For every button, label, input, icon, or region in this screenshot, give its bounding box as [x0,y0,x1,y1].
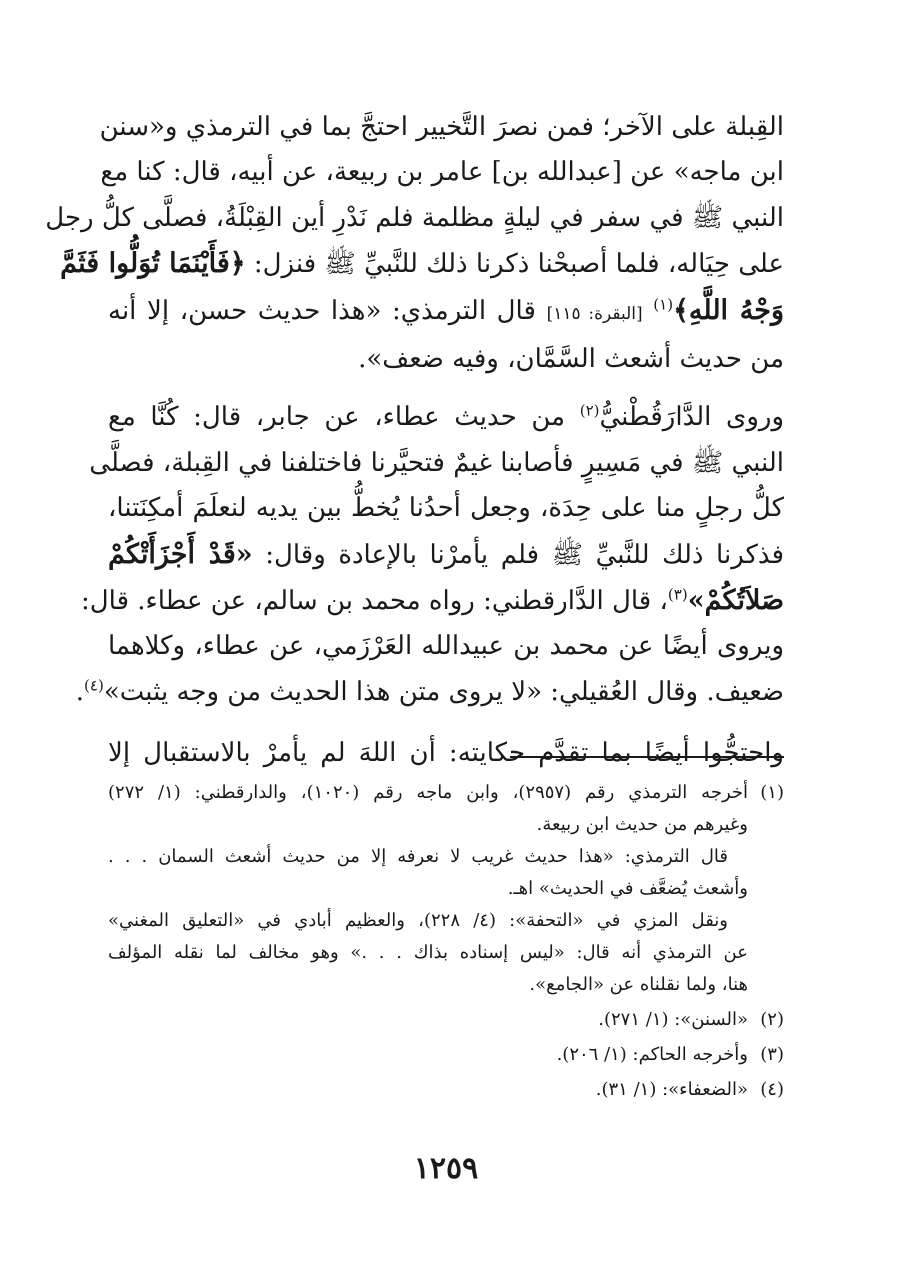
text-fragment: ضعيف. وقال العُقيلي: «لا يروى متن هذا الحديث من وجه يثبت» [103,676,784,707]
text-fragment: ، قال الدَّارقطني: رواه محمد بن سالم، عن عطاء. قال: [81,586,668,617]
footnote-marker-1[interactable]: (١) [653,294,674,313]
footnote-body [108,1004,748,1036]
text-line [108,395,784,440]
text-line [60,241,784,287]
footnote-number: (٣) [760,1044,784,1065]
text-line: كلُّ رجلٍ منا على حِدَة، وجعل أحدُنا يُخطُّ بين يديه لنعلَمَ أمكِنَتنا، [108,493,784,524]
hadith-quote-end: صَلاَتُكُمْ» [687,585,784,617]
footnote-body [108,1074,748,1106]
footnote-1 [108,777,784,1001]
text-fragment: قال الترمذي: «هذا حديث حسن، إلا أنه [108,295,536,326]
quran-verse: ﴿فَأَيْنَمَا تُوَلُّوا فَثَمَّ [60,248,246,280]
text-fragment: على حِيَاله، فلما أصبحْنا ذكرنا ذلك للنَّبيِّ ﷺ فنزل: [253,249,784,280]
footnote-3 [108,1039,784,1071]
quran-verse-end: وَجْهُ اللَّهِ﴾ [673,294,785,326]
text-line: ابن ماجه» عن [عبدالله بن] عامر بن ربيعة، عن أبيه، قال: كنا مع [100,157,784,188]
footnote-separator [510,756,784,758]
footnote-number: (١) [760,782,784,803]
text-fragment: فذكرنا ذلك للنَّبيِّ ﷺ فلم يأمرْنا بالإعادة وقال: [265,539,785,570]
footnote-line: وأشعث يُضعَّف في الحديث» اهـ. [507,878,748,899]
book-page [45,105,785,1205]
footnote-4 [108,1074,784,1106]
footnote-line: «السنن»: (١/ ٢٧١). [598,1009,748,1030]
text-line: من حديث أشعث السَّمَّان، وفيه ضعف». [358,344,784,375]
footnote-line: وغيرهم من حديث ابن ربيعة. [536,814,748,835]
footnotes [108,777,784,1109]
footnote-line: ونقل المزي في «التحفة»: (٤/ ٢٢٨)، والعظيم أبادي في «التعليق المغني» [108,910,728,931]
text-line: القِبلة على الآخر؛ فمن نصرَ التَّخيير احتجَّ بما في الترمذي و«سنن [99,112,784,142]
text-fragment: من حديث عطاء، عن جابر، قال: كُنَّا مع [108,402,566,433]
footnote-line: هنا، ولما نقلناه عن «الجامع». [529,974,748,995]
paragraph-3 [108,731,784,776]
text-line: واحتجُّوا أيضًا بما تقدَّم حكايته: أن اللهَ لم يأمرْ بالاستقبال إلا [108,738,784,769]
hadith-quote: «قَدْ أَجْزَأَتْكُمْ [108,538,253,570]
footnote-2 [108,1004,784,1036]
paragraph-2 [75,395,785,715]
main-text [45,105,785,777]
text-line [108,288,784,337]
footnote-line: وأخرجه الحاكم: (١/ ٢٠٦). [556,1044,748,1065]
footnote-body [108,1039,748,1071]
footnote-body [108,777,748,1001]
footnote-line: عن الترمذي أنه قال: «ليس إسناده بذاك . . .» وهو مخالف لما نقله المؤلف [108,942,748,963]
text-line [81,578,784,624]
footnote-marker-2[interactable]: (٢) [579,401,600,420]
footnote-line: قال الترمذي: «هذا حديث غريب لا نعرفه إلا من حديث أشعث السمان . . . [108,846,728,867]
text-fragment: . [75,676,85,707]
text-line: ويروى أيضًا عن محمد بن عبيدالله العَرْزَمي، عن عطاء، وكلاهما [108,631,784,662]
text-line: النبي ﷺ في سفر في ليلةٍ مظلمة فلم نَدْرِ أين القِبْلَةُ، فصلَّى كلُّ رجل [45,202,784,233]
paragraph-1 [45,105,785,382]
footnote-line: «الضعفاء»: (١/ ٣١). [595,1079,748,1100]
text-line [75,670,784,715]
surah-reference: [البقرة: ١١٥] [546,303,643,324]
footnote-line: أخرجه الترمذي رقم (٢٩٥٧)، وابن ماجه رقم (١٠٢٠)، والدارقطني: (١/ ٢٧٢) [108,782,749,803]
footnote-number: (٢) [760,1009,784,1030]
text-line: النبي ﷺ في مَسِيرٍ فأصابنا غيمٌ فتحيَّرنا فاختلفنا في القِبلة، فصلَّى [89,447,784,478]
footnote-marker-3[interactable]: (٣) [667,585,688,604]
footnote-number: (٤) [760,1079,784,1100]
text-line [108,532,784,578]
footnote-marker-4[interactable]: (٤) [84,676,104,695]
page-number: ١٢٥٩ [413,1151,479,1186]
text-fragment: وروى الدَّارَقُطْنيُّ [599,402,784,433]
